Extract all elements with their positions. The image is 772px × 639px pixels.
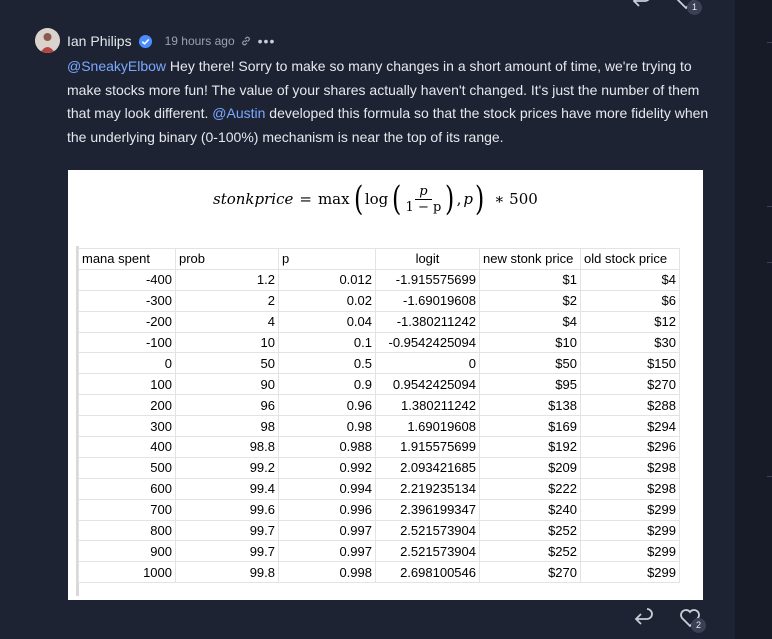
table-cell: $288	[581, 395, 680, 416]
formula-separator: ,	[456, 190, 462, 208]
table-cell: 300	[79, 416, 176, 437]
table-cell: 0.9	[279, 374, 376, 395]
table-cell: 800	[79, 520, 176, 541]
comment-header	[67, 32, 275, 50]
like-count-badge: 2	[691, 618, 706, 633]
like-count-badge: 1	[687, 0, 702, 15]
comment-text-part2: developed this formula so that the stock prices have more fidelity when the underlying binary (0-100%) mechanism is near the top of its range.	[67, 105, 709, 145]
table-cell: 99.6	[176, 499, 279, 520]
table-cell: 2	[176, 290, 279, 311]
table-cell: -1.380211242	[376, 311, 480, 332]
formula-numerator: p	[415, 184, 431, 200]
table-cell: $169	[480, 416, 581, 437]
table-cell: 200	[79, 395, 176, 416]
table-cell: $294	[581, 416, 680, 437]
formula-log: log	[364, 190, 389, 208]
bottom-comment-actions	[632, 606, 702, 630]
rail-divider	[767, 42, 772, 43]
formula	[213, 176, 538, 222]
table-cell: 2.521573904	[376, 520, 480, 541]
table-cell: 0.96	[279, 395, 376, 416]
stock-price-table	[78, 248, 680, 583]
more-options-button[interactable]: •••	[257, 33, 276, 49]
table-cell: 0	[376, 353, 480, 374]
comment-body	[67, 55, 717, 149]
table-cell: $4	[480, 311, 581, 332]
table-cell: 0.997	[279, 520, 376, 541]
table-cell: $1	[480, 269, 581, 290]
table-cell: 0.988	[279, 437, 376, 458]
table-cell: $298	[581, 457, 680, 478]
table-cell: $222	[480, 478, 581, 499]
table-cell: 0.04	[279, 311, 376, 332]
table-cell: $270	[581, 374, 680, 395]
table-cell: 2.521573904	[376, 541, 480, 562]
table-cell: 2.396199347	[376, 499, 480, 520]
table-cell: 2.698100546	[376, 562, 480, 583]
table-header-row	[79, 249, 680, 270]
header-p: p	[279, 249, 376, 270]
table-cell: $299	[581, 562, 680, 583]
table-cell: $296	[581, 437, 680, 458]
formula-max: max	[317, 190, 350, 208]
header-prob: prob	[176, 249, 279, 270]
table-cell: -1.915575699	[376, 269, 480, 290]
table-cell: 99.8	[176, 562, 279, 583]
table-cell: 500	[79, 457, 176, 478]
table-body	[79, 269, 680, 582]
table-row	[79, 499, 680, 520]
table-row	[79, 541, 680, 562]
table-cell: 98	[176, 416, 279, 437]
table-cell: 400	[79, 437, 176, 458]
rail-divider	[767, 476, 772, 477]
table-cell: $299	[581, 520, 680, 541]
avatar[interactable]	[35, 28, 60, 53]
top-comment-actions	[630, 0, 698, 12]
table-row	[79, 562, 680, 583]
table-cell: 96	[176, 395, 279, 416]
table-cell: 0.996	[279, 499, 376, 520]
table-cell: 0.997	[279, 541, 376, 562]
link-icon[interactable]	[240, 35, 252, 47]
formula-fraction	[406, 184, 442, 215]
table-cell: 1.915575699	[376, 437, 480, 458]
table-cell: 0.998	[279, 562, 376, 583]
table-cell: $10	[480, 332, 581, 353]
table-cell: 0.992	[279, 457, 376, 478]
table-row	[79, 457, 680, 478]
attached-image[interactable]	[68, 170, 703, 600]
formula-times-500: ∗ 500	[494, 190, 538, 208]
reply-icon	[630, 0, 654, 12]
table-cell: -1.69019608	[376, 290, 480, 311]
table-cell: $252	[480, 520, 581, 541]
table-cell: -200	[79, 311, 176, 332]
table-cell: 99.2	[176, 457, 279, 478]
table-cell: 10	[176, 332, 279, 353]
table-cell: 0.02	[279, 290, 376, 311]
header-new-stonk-price: new stonk price	[480, 249, 581, 270]
table-cell: 1.2	[176, 269, 279, 290]
table-cell: 50	[176, 353, 279, 374]
table-cell: $138	[480, 395, 581, 416]
table-row	[79, 374, 680, 395]
table-cell: 98.8	[176, 437, 279, 458]
table-cell: 0.012	[279, 269, 376, 290]
reply-button[interactable]	[632, 606, 656, 630]
table-cell: 4	[176, 311, 279, 332]
table-cell: 1000	[79, 562, 176, 583]
rail-divider	[767, 206, 772, 207]
header-logit: logit	[376, 249, 480, 270]
table-row	[79, 290, 680, 311]
formula-p: p	[463, 190, 473, 208]
table-cell: 0	[79, 353, 176, 374]
table-cell: 99.4	[176, 478, 279, 499]
table-row	[79, 520, 680, 541]
author-name[interactable]: Ian Philips	[67, 33, 132, 49]
comment-timestamp[interactable]: 19 hours ago	[164, 34, 235, 48]
table-cell: -100	[79, 332, 176, 353]
formula-paren-close: )	[474, 179, 485, 219]
formula-equals: =	[299, 190, 312, 208]
table-cell: 1.69019608	[376, 416, 480, 437]
mention-sneakyelbow[interactable]: @SneakyElbow	[67, 58, 167, 74]
rail-divider	[767, 262, 772, 263]
table-cell: $299	[581, 541, 680, 562]
table-row	[79, 478, 680, 499]
right-rail	[735, 0, 772, 639]
table-cell: $30	[581, 332, 680, 353]
table-cell: 0.98	[279, 416, 376, 437]
table-cell: 0.5	[279, 353, 376, 374]
table-cell: $299	[581, 499, 680, 520]
table-row	[79, 437, 680, 458]
like-button-top[interactable]	[674, 0, 698, 12]
table-row	[79, 269, 680, 290]
table-cell: 99.7	[176, 520, 279, 541]
comment-text-part1: Hey there! Sorry to make so many changes in a short amount of time, we're trying to make stocks more fun! The value of your shares actually haven't changed. It's just the number of them that may look different.	[67, 58, 700, 121]
table-cell: $4	[581, 269, 680, 290]
table-cell: -0.9542425094	[376, 332, 480, 353]
table-cell: $12	[581, 311, 680, 332]
avatar-image	[35, 28, 60, 53]
formula-paren-close-inner: )	[445, 179, 455, 219]
verified-badge-icon	[138, 34, 153, 49]
table-cell: 2.219235134	[376, 478, 480, 499]
table-cell: 0.994	[279, 478, 376, 499]
table-cell: $270	[480, 562, 581, 583]
like-button[interactable]	[678, 606, 702, 630]
formula-lhs: stonkprice	[213, 190, 294, 208]
formula-paren-open-inner: (	[392, 179, 402, 219]
table-cell: 0.9542425094	[376, 374, 480, 395]
table-cell: 90	[176, 374, 279, 395]
formula-denominator: 1 − p	[405, 199, 442, 215]
table-row	[79, 416, 680, 437]
header-old-stock-price: old stock price	[581, 249, 680, 270]
table-cell: $95	[480, 374, 581, 395]
table-cell: -400	[79, 269, 176, 290]
reply-icon	[632, 606, 656, 630]
table-row	[79, 311, 680, 332]
table-cell: $209	[480, 457, 581, 478]
table-cell: 700	[79, 499, 176, 520]
table-cell: 100	[79, 374, 176, 395]
table-cell: 1.380211242	[376, 395, 480, 416]
table-cell: $298	[581, 478, 680, 499]
header-mana-spent: mana spent	[79, 249, 176, 270]
table-cell: 2.093421685	[376, 457, 480, 478]
reply-button-top[interactable]	[630, 0, 654, 12]
table-cell: 900	[79, 541, 176, 562]
table-cell: $2	[480, 290, 581, 311]
table-cell: $150	[581, 353, 680, 374]
table-cell: $240	[480, 499, 581, 520]
table-cell: 99.7	[176, 541, 279, 562]
table-cell: -300	[79, 290, 176, 311]
table-cell: 0.1	[279, 332, 376, 353]
table-cell: $50	[480, 353, 581, 374]
table-cell: 600	[79, 478, 176, 499]
table-cell: $192	[480, 437, 581, 458]
table-row	[79, 353, 680, 374]
formula-paren-open: (	[353, 179, 363, 219]
table-cell: $252	[480, 541, 581, 562]
table-cell: $6	[581, 290, 680, 311]
mention-austin[interactable]: @Austin	[212, 105, 266, 121]
table-row	[79, 332, 680, 353]
table-row	[79, 395, 680, 416]
